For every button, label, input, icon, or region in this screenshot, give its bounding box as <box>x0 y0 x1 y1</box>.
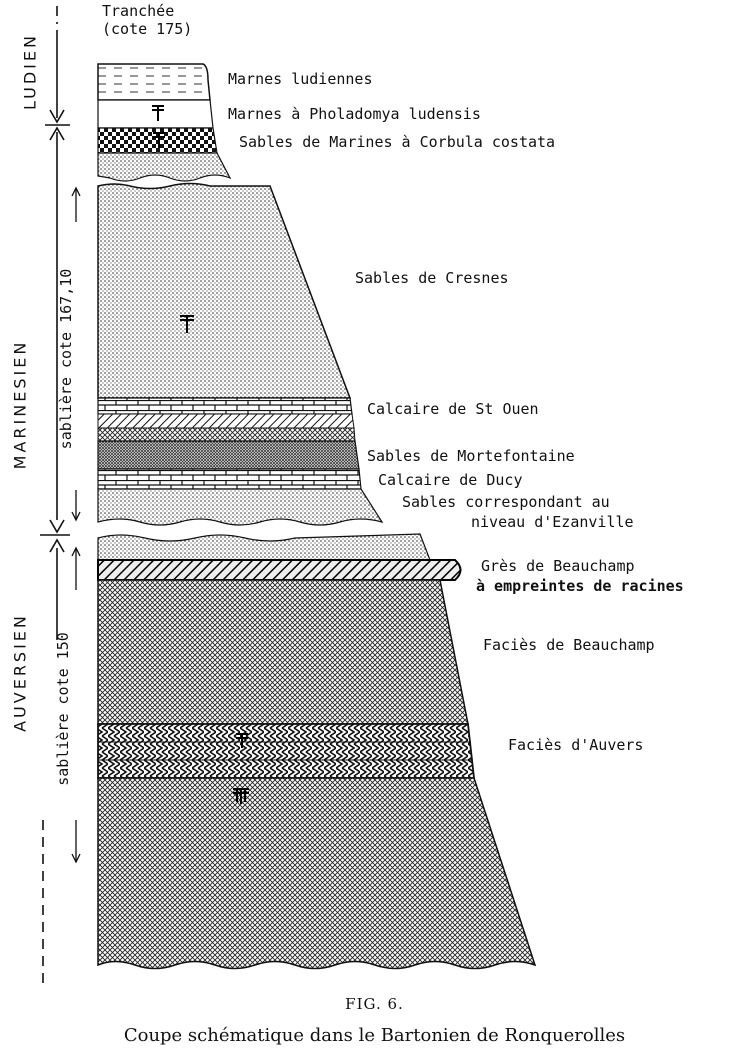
figure-number: FIG. 6. <box>345 995 404 1013</box>
stage-label-marinesien: MARINESIEN <box>10 339 30 470</box>
label-facies-auvers: Faciès d'Auvers <box>508 736 644 754</box>
layer-facies-auvers <box>98 724 474 778</box>
label-calcaire-st-ouen: Calcaire de St Ouen <box>367 400 539 418</box>
layer-gres-beauchamp <box>98 560 461 580</box>
layer-marnes-pholadomya <box>98 100 213 128</box>
layer-calcaire-ducy <box>98 469 361 489</box>
label-sables-marines: Sables de Marines à Corbula costata <box>239 133 556 151</box>
label-marnes-ludiennes: Marnes ludiennes <box>228 70 373 88</box>
layer-auversien-top-sands <box>98 534 430 560</box>
layer-calcaire-st-ouen <box>98 398 352 414</box>
layer-facies-auvers-base <box>98 778 535 969</box>
stage-label-ludien: LUDIEN <box>20 33 40 110</box>
stage-label-auversien: AUVERSIEN <box>10 613 30 732</box>
layer-facies-beauchamp <box>98 580 468 724</box>
label-facies-beauchamp: Faciès de Beauchamp <box>483 636 655 654</box>
label-sables-ezanville-line2: niveau d'Ezanville <box>471 513 634 531</box>
layer-calcaire-st-ouen-cross <box>98 428 355 441</box>
layer-sables-ezanville <box>98 489 382 525</box>
stage-boundary-lines <box>40 6 70 985</box>
trench-label <box>102 2 192 38</box>
label-sables-ezanville-line1: Sables correspondant au <box>402 493 610 511</box>
layer-sables-cresnes <box>98 184 350 399</box>
layer-sables-marines-checker <box>98 128 217 153</box>
layer-marnes-ludiennes <box>98 64 210 100</box>
trench-label-line1: Tranchée <box>102 2 175 20</box>
quarry-label-auversien: sablière cote 150 <box>54 632 72 786</box>
label-marnes-pholadomya: Marnes à Pholadomya ludensis <box>228 105 481 123</box>
label-sables-cresnes: Sables de Cresnes <box>355 269 509 287</box>
layer-sables-marines-dots <box>98 153 230 181</box>
quarry-label-marinesien: sablière cote 167,10 <box>57 268 75 450</box>
trench-label-line2: (cote 175) <box>102 20 193 38</box>
label-calcaire-ducy: Calcaire de Ducy <box>378 471 523 489</box>
label-sables-mortefontaine: Sables de Mortefontaine <box>367 447 575 465</box>
label-gres-beauchamp-line2: à empreintes de racines <box>476 577 684 595</box>
figure-caption: Coupe schématique dans le Bartonien de Ronquerolles <box>123 1025 626 1046</box>
label-gres-beauchamp-line1: Grès de Beauchamp <box>481 557 635 575</box>
layer-calcaire-st-ouen-hatch <box>98 414 354 428</box>
layer-sables-mortefontaine <box>98 441 359 469</box>
